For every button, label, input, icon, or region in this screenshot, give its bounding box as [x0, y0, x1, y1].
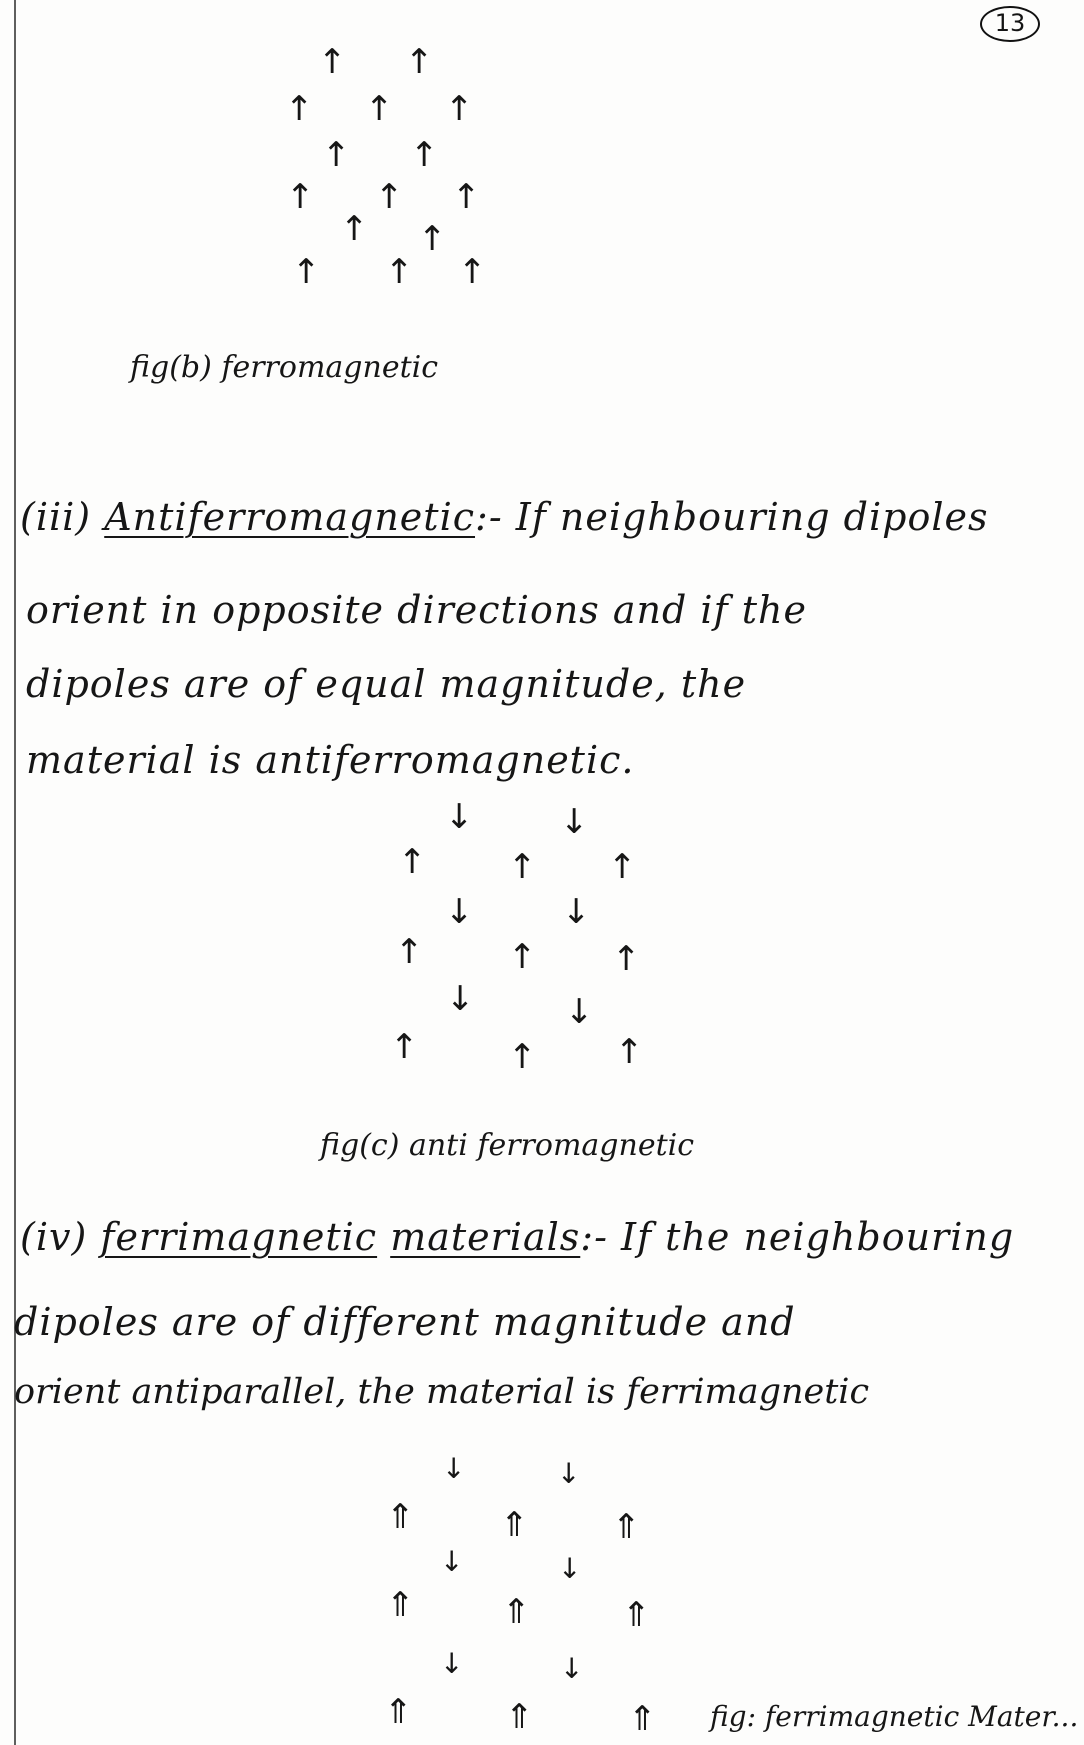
section-heading: Antiferromagnetic	[104, 495, 476, 539]
down-arrow-icon: ↓	[445, 797, 474, 837]
down-arrow-icon: ↓	[565, 992, 594, 1032]
up-arrow-icon: ↑	[508, 937, 537, 977]
margin-line	[14, 0, 16, 1745]
up-arrow-icon: ↑	[612, 939, 641, 979]
ferrimagnetic-line-3: orient antiparallel, the material is ferrimagnetic	[14, 1372, 870, 1412]
down-arrow-icon: ↓	[442, 1452, 466, 1485]
down-arrow-icon: ↓	[558, 1552, 582, 1585]
up-arrow-icon: ↑	[405, 42, 434, 82]
up-arrow-icon: ↑	[318, 42, 347, 82]
section-number: (iv)	[20, 1215, 88, 1259]
double-up-arrow-icon: ⇑	[384, 1692, 413, 1732]
up-arrow-icon: ↑	[390, 1027, 419, 1067]
ferromagnetic-caption: fig(b) ferromagnetic	[130, 350, 439, 385]
section-text: :- If the neighbouring	[580, 1215, 1015, 1259]
double-up-arrow-icon: ⇑	[622, 1595, 651, 1635]
antiferromagnetic-line-3: dipoles are of equal magnitude, the	[26, 662, 747, 706]
up-arrow-icon: ↑	[322, 135, 351, 175]
section-number: (iii)	[20, 495, 92, 539]
up-arrow-icon: ↑	[608, 847, 637, 887]
double-up-arrow-icon: ⇑	[386, 1497, 415, 1537]
antiferromagnetic-line-2: orient in opposite directions and if the	[26, 588, 807, 632]
up-arrow-icon: ↑	[365, 89, 394, 129]
up-arrow-icon: ↑	[508, 847, 537, 887]
double-up-arrow-icon: ⇑	[386, 1585, 415, 1625]
section-text: :- If neighbouring dipoles	[475, 495, 989, 539]
down-arrow-icon: ↓	[557, 1457, 581, 1490]
down-arrow-icon: ↓	[562, 892, 591, 932]
antiferromagnetic-line-1	[20, 495, 989, 539]
up-arrow-icon: ↑	[286, 177, 315, 217]
up-arrow-icon: ↑	[452, 177, 481, 217]
up-arrow-icon: ↑	[375, 177, 404, 217]
up-arrow-icon: ↑	[285, 89, 314, 129]
up-arrow-icon: ↑	[615, 1032, 644, 1072]
up-arrow-icon: ↑	[395, 932, 424, 972]
down-arrow-icon: ↓	[445, 892, 474, 932]
down-arrow-icon: ↓	[560, 1652, 584, 1685]
ferrimagnetic-line-1	[20, 1215, 1014, 1259]
double-up-arrow-icon: ⇑	[502, 1592, 531, 1632]
up-arrow-icon: ↑	[340, 209, 369, 249]
ferrimagnetic-caption: fig: ferrimagnetic Mater...	[710, 1700, 1079, 1733]
up-arrow-icon: ↑	[410, 135, 439, 175]
down-arrow-icon: ↓	[440, 1545, 464, 1578]
up-arrow-icon: ↑	[385, 252, 414, 292]
up-arrow-icon: ↑	[458, 252, 487, 292]
up-arrow-icon: ↑	[292, 252, 321, 292]
double-up-arrow-icon: ⇑	[500, 1505, 529, 1545]
double-up-arrow-icon: ⇑	[628, 1699, 657, 1739]
down-arrow-icon: ↓	[446, 979, 475, 1019]
page-number: 13	[980, 6, 1040, 42]
antiferromagnetic-line-4: material is antiferromagnetic.	[26, 738, 635, 782]
up-arrow-icon: ↑	[508, 1037, 537, 1077]
down-arrow-icon: ↓	[560, 802, 589, 842]
double-up-arrow-icon: ⇑	[612, 1507, 641, 1547]
section-heading: ferrimagnetic	[100, 1215, 378, 1259]
up-arrow-icon: ↑	[445, 89, 474, 129]
ferrimagnetic-line-2: dipoles are of different magnitude and	[14, 1300, 796, 1344]
up-arrow-icon: ↑	[418, 219, 447, 259]
down-arrow-icon: ↓	[440, 1647, 464, 1680]
up-arrow-icon: ↑	[398, 842, 427, 882]
section-heading-2: materials	[390, 1215, 581, 1259]
double-up-arrow-icon: ⇑	[505, 1697, 534, 1737]
antiferromagnetic-caption: fig(c) anti ferromagnetic	[320, 1128, 695, 1163]
